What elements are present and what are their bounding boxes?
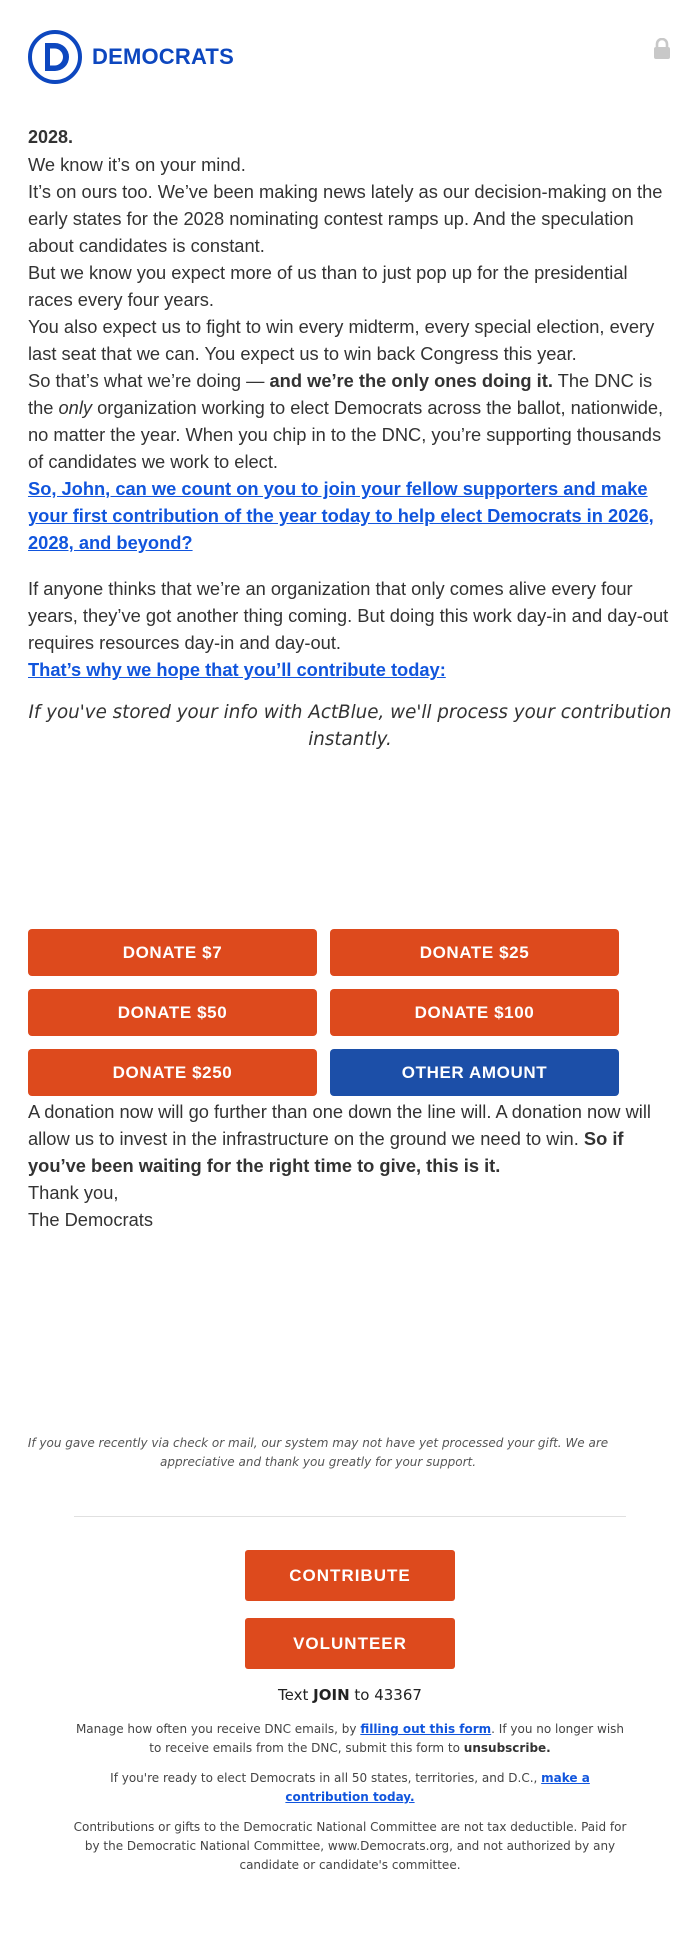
cta-link-paragraph bbox=[28, 475, 672, 556]
text-join-prefix: Text bbox=[278, 1686, 314, 1704]
email-closing bbox=[28, 1098, 672, 1233]
paragraph-3: But we know you expect more of us than to just pop up for the presidential races every four years. bbox=[28, 262, 628, 310]
unsubscribe-link[interactable]: unsubscribe. bbox=[463, 1741, 551, 1755]
other-amount-button[interactable]: OTHER AMOUNT bbox=[330, 1049, 619, 1096]
footer-divider bbox=[74, 1516, 626, 1517]
paragraph-2: It’s on ours too. We’ve been making news lately as our decision-making on the early states for the 2028 nominating contest ramps up. And the speculation about candidates is constant. bbox=[28, 181, 663, 256]
paragraph-7-text: A donation now will go further than one down the line will. A donation now will allow us to invest in the infrastructure on the ground we need to win. bbox=[28, 1101, 651, 1149]
text-join-keyword: JOIN bbox=[313, 1686, 350, 1704]
donate-button-grid bbox=[28, 929, 700, 1096]
contribute-button[interactable]: CONTRIBUTE bbox=[245, 1550, 455, 1601]
paragraph-7 bbox=[28, 1098, 672, 1179]
email-body bbox=[28, 124, 672, 753]
donate-100-button[interactable]: DONATE $100 bbox=[330, 989, 619, 1036]
ready-text: If you're ready to elect Democrats in all 50 states, territories, and D.C., bbox=[110, 1771, 542, 1785]
paragraph-1: We know it’s on your mind. bbox=[28, 154, 246, 175]
paragraph-6: If anyone thinks that we’re an organization that only comes alive every four years, they’ve got another thing coming. But doing this work day-in and day-out requires resources day-in and day-out. bbox=[28, 578, 669, 653]
text-join-line bbox=[0, 1686, 700, 1704]
manage-emails-text bbox=[70, 1720, 630, 1758]
gift-processing-note: If you gave recently via check or mail, our system may not have yet processed your gift. We are appreciative and thank you greatly for your support. bbox=[27, 1436, 609, 1469]
email-header bbox=[28, 30, 672, 90]
actblue-note: If you've stored your info with ActBlue, we'll process your contribution instantly. bbox=[28, 702, 672, 750]
paragraph-5-italic: only bbox=[58, 397, 93, 418]
paragraph-5 bbox=[28, 367, 672, 475]
year-heading: 2028. bbox=[28, 127, 74, 147]
contribute-today-paragraph bbox=[28, 656, 672, 683]
manage-form-link[interactable]: filling out this form bbox=[360, 1722, 492, 1736]
legal-disclaimer: Contributions or gifts to the Democratic National Committee are not tax deductible. Paid for by the Democratic National Committee, www.Democrats.org, and not authorized by any candidate or candidate's committee. bbox=[73, 1820, 627, 1872]
logo-wordmark: DEMOCRATS bbox=[92, 44, 234, 69]
manage-text-1: Manage how often you receive DNC emails, by bbox=[75, 1722, 361, 1736]
manage-text-2: . If you no longer wish to receive emails from the DNC, submit this form to bbox=[149, 1722, 625, 1755]
democrats-logo[interactable] bbox=[28, 30, 234, 84]
thanks-line: Thank you, bbox=[28, 1182, 119, 1203]
paragraph-5-text: So that’s what we’re doing — bbox=[28, 370, 270, 391]
paragraph-5-text-2: The DNC is the bbox=[28, 370, 653, 418]
ready-to-elect-text bbox=[70, 1769, 630, 1807]
text-join-number: to 43367 bbox=[349, 1686, 422, 1704]
paragraph-7-bold: So if you’ve been waiting for the right time to give, this is it. bbox=[28, 1128, 624, 1176]
email-footer bbox=[0, 1434, 700, 1875]
donate-section bbox=[0, 908, 700, 1096]
donate-50-button[interactable]: DONATE $50 bbox=[28, 989, 317, 1036]
paragraph-5-bold: and we’re the only ones doing it. bbox=[269, 370, 553, 391]
democrats-d-logo-icon bbox=[28, 30, 82, 84]
lock-icon bbox=[652, 38, 672, 60]
contribute-today-link[interactable]: That’s why we hope that you’ll contribute today: bbox=[28, 659, 446, 680]
volunteer-button[interactable]: VOLUNTEER bbox=[245, 1618, 455, 1669]
donate-7-button[interactable]: DONATE $7 bbox=[28, 929, 317, 976]
make-contribution-link[interactable]: make a contribution today. bbox=[285, 1771, 590, 1804]
signature: The Democrats bbox=[28, 1209, 153, 1230]
paragraph-5-text-3: organization working to elect Democrats across the ballot, nationwide, no matter the year. When you chip in to the DNC, you’re supporting thousands of candidates we work to elect. bbox=[28, 397, 664, 472]
donate-250-button[interactable]: DONATE $250 bbox=[28, 1049, 317, 1096]
paragraph-4: You also expect us to fight to win every midterm, every special election, every last seat that we can. You expect us to win back Congress this year. bbox=[28, 316, 655, 364]
donate-25-button[interactable]: DONATE $25 bbox=[330, 929, 619, 976]
join-supporters-link[interactable]: So, John, can we count on you to join your fellow supporters and make your first contribution of the year today to help elect Democrats in 2026, 2028, and beyond? bbox=[28, 478, 654, 553]
